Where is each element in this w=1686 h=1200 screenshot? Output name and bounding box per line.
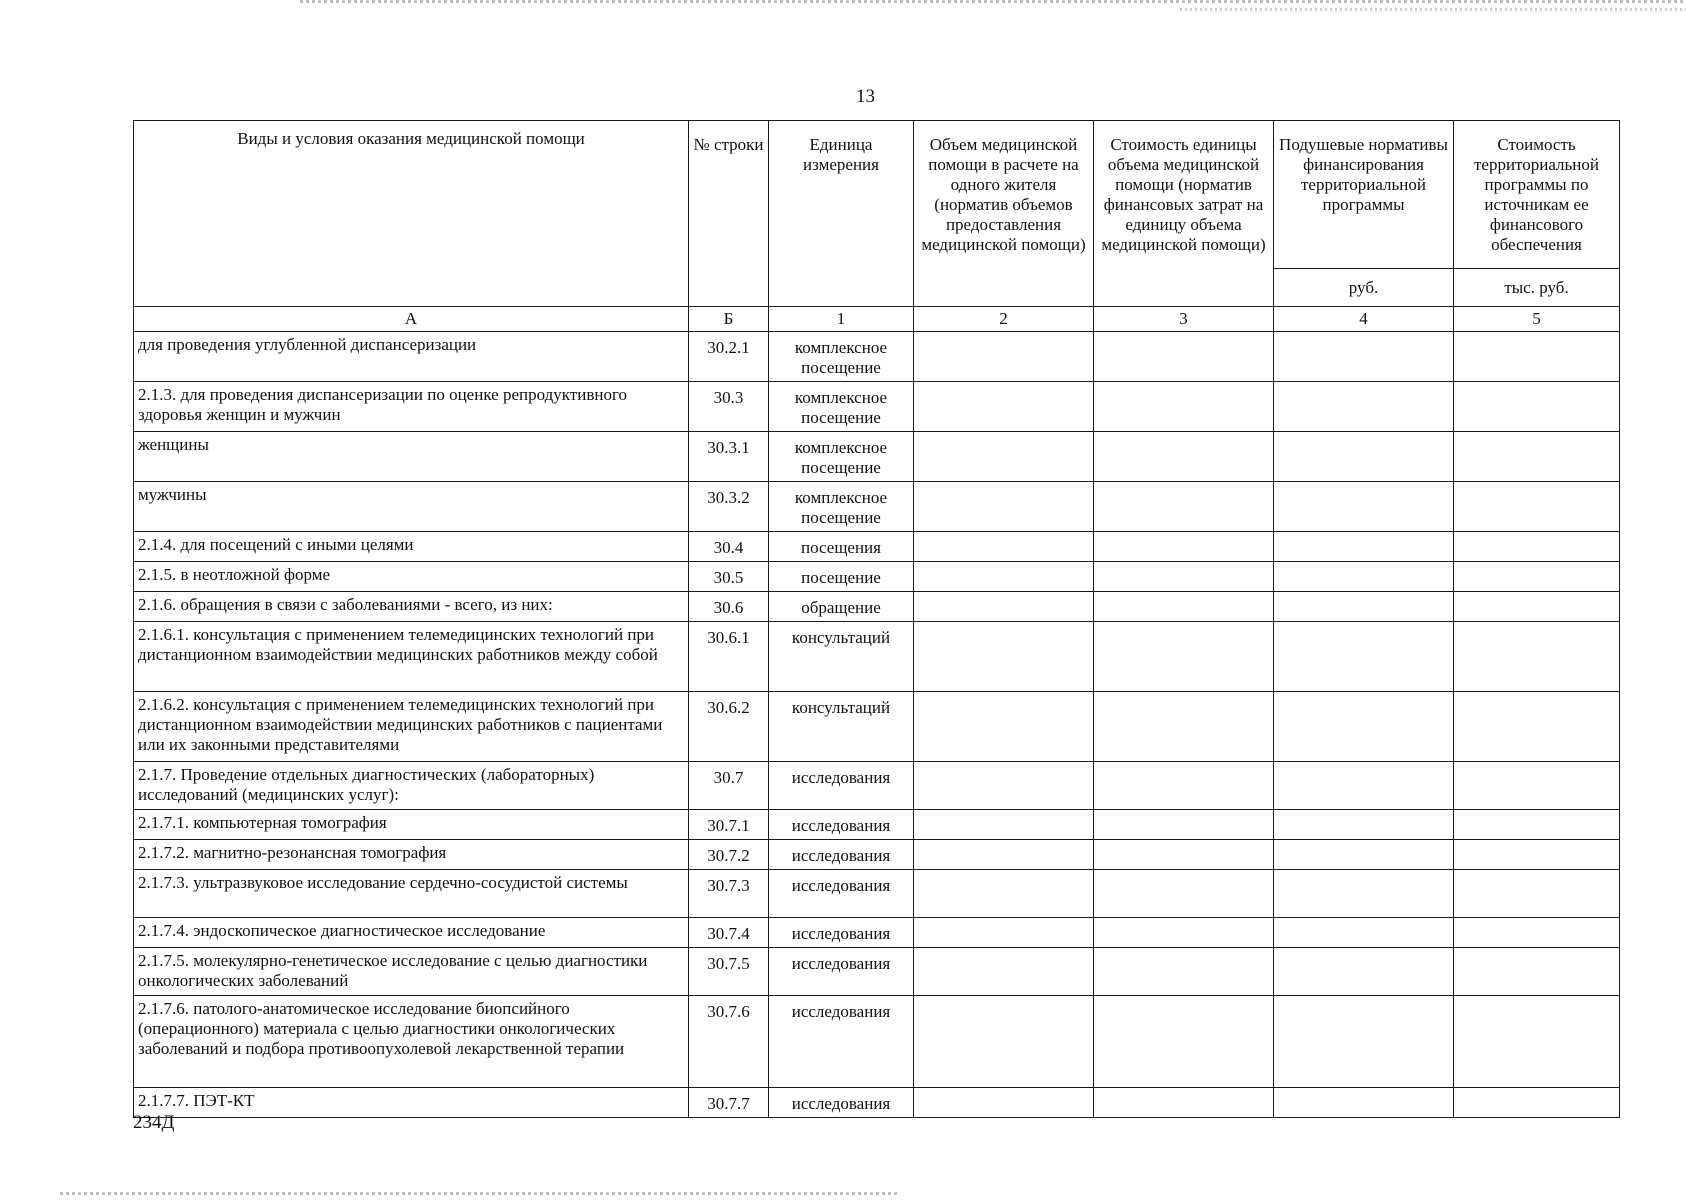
row-volume-cell xyxy=(914,592,1094,622)
row-number-cell: 30.3 xyxy=(689,382,769,432)
row-per-capita-cell xyxy=(1274,482,1454,532)
row-unit-cost-cell xyxy=(1094,810,1274,840)
row-unit-cell: комплексное посещение xyxy=(769,482,914,532)
row-unit-cost-cell xyxy=(1094,948,1274,996)
row-name-cell: женщины xyxy=(134,432,689,482)
row-unit-cost-cell xyxy=(1094,382,1274,432)
header-row-number: № строки xyxy=(689,121,769,307)
row-program-cost-cell xyxy=(1454,1088,1620,1118)
row-program-cost-cell xyxy=(1454,918,1620,948)
table-row xyxy=(134,870,1620,918)
medical-care-table xyxy=(133,120,1620,1118)
index-cell: 1 xyxy=(769,307,914,332)
table-row xyxy=(134,622,1620,692)
row-per-capita-cell xyxy=(1274,332,1454,382)
row-unit-cell: консультаций xyxy=(769,692,914,762)
row-number-cell: 30.7.6 xyxy=(689,996,769,1088)
row-number-cell: 30.6.1 xyxy=(689,622,769,692)
row-unit-cost-cell xyxy=(1094,532,1274,562)
table-row xyxy=(134,762,1620,810)
row-unit-cost-cell xyxy=(1094,622,1274,692)
row-unit-cost-cell xyxy=(1094,840,1274,870)
table-row xyxy=(134,592,1620,622)
header-volume: Объем медицинской помощи в расчете на одного жителя (норматив объемов предоставления медицинской помощи) xyxy=(914,121,1094,307)
row-volume-cell xyxy=(914,918,1094,948)
row-volume-cell xyxy=(914,382,1094,432)
row-number-cell: 30.5 xyxy=(689,562,769,592)
row-program-cost-cell xyxy=(1454,840,1620,870)
row-name-cell: 2.1.7.3. ультразвуковое исследование сердечно-сосудистой системы xyxy=(134,870,689,918)
row-unit-cell: консультаций xyxy=(769,622,914,692)
table-row xyxy=(134,948,1620,996)
row-unit-cell: исследования xyxy=(769,948,914,996)
row-name-cell: 2.1.6.2. консультация с применением телемедицинских технологий при дистанционном взаимодействии медицинских работников с пациентами или их законными представителями xyxy=(134,692,689,762)
row-volume-cell xyxy=(914,1088,1094,1118)
row-name-cell: 2.1.5. в неотложной форме xyxy=(134,562,689,592)
row-unit-cell: обращение xyxy=(769,592,914,622)
row-unit-cost-cell xyxy=(1094,1088,1274,1118)
index-cell: Б xyxy=(689,307,769,332)
row-number-cell: 30.7.4 xyxy=(689,918,769,948)
row-number-cell: 30.7.3 xyxy=(689,870,769,918)
scan-edge-top xyxy=(300,0,1686,3)
row-per-capita-cell xyxy=(1274,810,1454,840)
table-row xyxy=(134,918,1620,948)
row-unit-cell: исследования xyxy=(769,870,914,918)
row-name-cell: 2.1.6. обращения в связи с заболеваниями - всего, из них: xyxy=(134,592,689,622)
row-unit-cost-cell xyxy=(1094,592,1274,622)
table-row xyxy=(134,1088,1620,1118)
table-row xyxy=(134,482,1620,532)
index-cell: 5 xyxy=(1454,307,1620,332)
page-number: 13 xyxy=(856,86,875,107)
row-unit-cell: исследования xyxy=(769,996,914,1088)
row-per-capita-cell xyxy=(1274,996,1454,1088)
row-unit-cost-cell xyxy=(1094,762,1274,810)
row-volume-cell xyxy=(914,432,1094,482)
row-unit-cell: комплексное посещение xyxy=(769,382,914,432)
row-number-cell: 30.6 xyxy=(689,592,769,622)
row-unit-cell: комплексное посещение xyxy=(769,332,914,382)
row-program-cost-cell xyxy=(1454,332,1620,382)
row-per-capita-cell xyxy=(1274,948,1454,996)
row-number-cell: 30.7.1 xyxy=(689,810,769,840)
row-volume-cell xyxy=(914,762,1094,810)
row-program-cost-cell xyxy=(1454,692,1620,762)
row-per-capita-cell xyxy=(1274,918,1454,948)
row-number-cell: 30.7 xyxy=(689,762,769,810)
index-cell: А xyxy=(134,307,689,332)
row-name-cell: 2.1.7.6. патолого-анатомическое исследование биопсийного (операционного) материала с целью диагностики онкологических заболеваний и подбора противоопухолевой лекарственной терапии xyxy=(134,996,689,1088)
row-unit-cost-cell xyxy=(1094,332,1274,382)
header-per-capita: Подушевые нормативы финансирования территориальной программы xyxy=(1274,121,1454,269)
row-volume-cell xyxy=(914,692,1094,762)
row-unit-cell: исследования xyxy=(769,918,914,948)
row-unit-cost-cell xyxy=(1094,996,1274,1088)
row-number-cell: 30.2.1 xyxy=(689,332,769,382)
row-program-cost-cell xyxy=(1454,622,1620,692)
row-program-cost-cell xyxy=(1454,870,1620,918)
row-number-cell: 30.3.1 xyxy=(689,432,769,482)
row-program-cost-cell xyxy=(1454,948,1620,996)
header-unit-cost: Стоимость единицы объема медицинской помощи (норматив финансовых затрат на единицу объема медицинской помощи) xyxy=(1094,121,1274,307)
row-name-cell: 2.1.6.1. консультация с применением телемедицинских технологий при дистанционном взаимодействии медицинских работников между собой xyxy=(134,622,689,692)
row-per-capita-cell xyxy=(1274,870,1454,918)
row-name-cell: 2.1.7.5. молекулярно-генетическое исследование с целью диагностики онкологических заболеваний xyxy=(134,948,689,996)
row-per-capita-cell xyxy=(1274,562,1454,592)
header-unit-thousand-rub: тыс. руб. xyxy=(1454,269,1620,307)
document-code: 234Д xyxy=(133,1112,175,1133)
row-per-capita-cell xyxy=(1274,622,1454,692)
header-program-cost: Стоимость территориальной программы по источникам ее финансового обеспечения xyxy=(1454,121,1620,269)
row-name-cell: 2.1.7.2. магнитно-резонансная томография xyxy=(134,840,689,870)
table-row xyxy=(134,840,1620,870)
row-name-cell: 2.1.7.7. ПЭТ-КТ xyxy=(134,1088,689,1118)
row-program-cost-cell xyxy=(1454,562,1620,592)
row-volume-cell xyxy=(914,810,1094,840)
row-unit-cell: исследования xyxy=(769,810,914,840)
row-name-cell: для проведения углубленной диспансеризации xyxy=(134,332,689,382)
row-name-cell: 2.1.4. для посещений с иными целями xyxy=(134,532,689,562)
scan-edge-bottom xyxy=(60,1192,900,1195)
row-unit-cost-cell xyxy=(1094,918,1274,948)
row-name-cell: 2.1.3. для проведения диспансеризации по оценке репродуктивного здоровья женщин и мужчин xyxy=(134,382,689,432)
row-unit-cost-cell xyxy=(1094,870,1274,918)
row-per-capita-cell xyxy=(1274,432,1454,482)
row-number-cell: 30.7.7 xyxy=(689,1088,769,1118)
row-volume-cell xyxy=(914,482,1094,532)
row-number-cell: 30.6.2 xyxy=(689,692,769,762)
row-number-cell: 30.7.5 xyxy=(689,948,769,996)
row-number-cell: 30.7.2 xyxy=(689,840,769,870)
row-program-cost-cell xyxy=(1454,996,1620,1088)
row-unit-cost-cell xyxy=(1094,482,1274,532)
row-per-capita-cell xyxy=(1274,762,1454,810)
row-volume-cell xyxy=(914,996,1094,1088)
row-program-cost-cell xyxy=(1454,532,1620,562)
table-row xyxy=(134,996,1620,1088)
row-name-cell: 2.1.7.4. эндоскопическое диагностическое исследование xyxy=(134,918,689,948)
row-unit-cost-cell xyxy=(1094,562,1274,592)
row-program-cost-cell xyxy=(1454,382,1620,432)
row-program-cost-cell xyxy=(1454,762,1620,810)
table-row xyxy=(134,532,1620,562)
row-program-cost-cell xyxy=(1454,592,1620,622)
row-unit-cell: исследования xyxy=(769,840,914,870)
table-row xyxy=(134,562,1620,592)
row-name-cell: 2.1.7.1. компьютерная томография xyxy=(134,810,689,840)
row-per-capita-cell xyxy=(1274,692,1454,762)
row-number-cell: 30.3.2 xyxy=(689,482,769,532)
row-volume-cell xyxy=(914,948,1094,996)
row-per-capita-cell xyxy=(1274,1088,1454,1118)
table-row xyxy=(134,382,1620,432)
row-volume-cell xyxy=(914,532,1094,562)
index-cell: 2 xyxy=(914,307,1094,332)
row-unit-cell: исследования xyxy=(769,1088,914,1118)
row-per-capita-cell xyxy=(1274,382,1454,432)
table-row xyxy=(134,692,1620,762)
row-volume-cell xyxy=(914,562,1094,592)
row-unit-cell: комплексное посещение xyxy=(769,432,914,482)
index-cell: 3 xyxy=(1094,307,1274,332)
row-volume-cell xyxy=(914,870,1094,918)
scan-edge-top-right xyxy=(1180,8,1686,11)
row-name-cell: мужчины xyxy=(134,482,689,532)
table-row xyxy=(134,810,1620,840)
row-unit-cost-cell xyxy=(1094,692,1274,762)
row-unit-cell: исследования xyxy=(769,762,914,810)
row-number-cell: 30.4 xyxy=(689,532,769,562)
row-volume-cell xyxy=(914,332,1094,382)
row-name-cell: 2.1.7. Проведение отдельных диагностических (лабораторных) исследований (медицинских услуг): xyxy=(134,762,689,810)
row-unit-cell: посещения xyxy=(769,532,914,562)
header-care-types: Виды и условия оказания медицинской помощи xyxy=(134,121,689,307)
row-volume-cell xyxy=(914,622,1094,692)
row-unit-cell: посещение xyxy=(769,562,914,592)
row-per-capita-cell xyxy=(1274,840,1454,870)
table-row xyxy=(134,432,1620,482)
row-per-capita-cell xyxy=(1274,592,1454,622)
table-row xyxy=(134,332,1620,382)
row-program-cost-cell xyxy=(1454,482,1620,532)
header-unit-rub: руб. xyxy=(1274,269,1454,307)
row-program-cost-cell xyxy=(1454,432,1620,482)
index-cell: 4 xyxy=(1274,307,1454,332)
row-unit-cost-cell xyxy=(1094,432,1274,482)
row-program-cost-cell xyxy=(1454,810,1620,840)
row-per-capita-cell xyxy=(1274,532,1454,562)
header-unit: Единица измерения xyxy=(769,121,914,307)
column-index-row xyxy=(134,307,1620,332)
row-volume-cell xyxy=(914,840,1094,870)
